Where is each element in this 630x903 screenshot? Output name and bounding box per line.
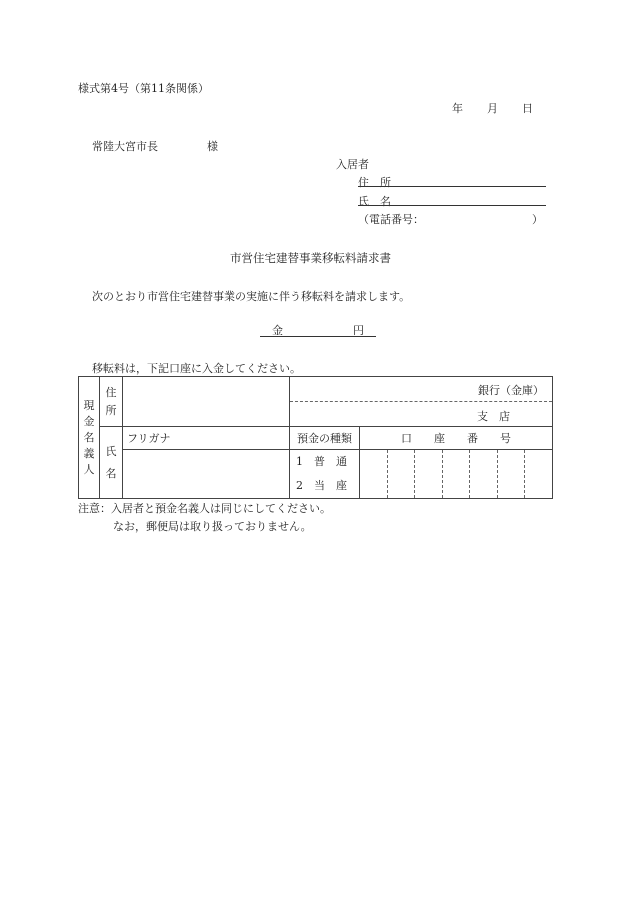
account-digit-box[interactable] xyxy=(414,450,442,498)
holder-address-input[interactable] xyxy=(123,377,290,427)
applicant-address-line[interactable] xyxy=(358,175,546,187)
deposit-option-ordinary[interactable]: 1 普 通 xyxy=(296,455,347,468)
holder-name-label-char: 名 xyxy=(105,466,117,480)
holder-name-label-char: 氏 xyxy=(105,444,117,458)
account-number-label: 口 座 番 号 xyxy=(401,432,511,445)
document-title: 市営住宅建替事業移転料請求書 xyxy=(230,251,391,265)
account-digit-box[interactable] xyxy=(387,450,415,498)
amount-underline[interactable] xyxy=(260,322,376,337)
holder-name-label-cell xyxy=(100,427,123,499)
holder-address-label-char: 住 xyxy=(105,385,117,399)
bank-branch-cell xyxy=(290,377,553,427)
account-digit-box[interactable] xyxy=(442,450,470,498)
account-digit-box[interactable] xyxy=(360,450,387,498)
deposit-type-header xyxy=(290,427,360,450)
applicant-phone-close: ） xyxy=(532,213,543,226)
form-number: 様式第4号（第11条関係） xyxy=(78,82,209,95)
deposit-option-checking[interactable]: 2 当 座 xyxy=(296,479,347,492)
amount-unit: 円 xyxy=(353,324,364,337)
applicant-name-label: 氏 名 xyxy=(358,195,391,208)
account-digit-box[interactable] xyxy=(497,450,525,498)
deposit-type-options xyxy=(290,450,360,499)
addressee-honorific: 様 xyxy=(207,140,218,153)
holder-address-label-char: 所 xyxy=(105,403,117,417)
applicant-name-line[interactable] xyxy=(358,194,546,206)
transfer-note: 移転料は，下記口座に入金してください。 xyxy=(92,362,301,375)
account-holder-label-char: 金 xyxy=(83,414,95,428)
date-day-label: 日 xyxy=(522,102,533,115)
amount-prefix: 金 xyxy=(272,324,283,337)
holder-address-label-cell xyxy=(100,377,123,427)
bank-name-label: 銀行（金庫） xyxy=(478,384,544,397)
date-month-label: 月 xyxy=(487,102,498,115)
account-digit-box[interactable] xyxy=(524,450,552,498)
holder-name-input[interactable] xyxy=(123,450,290,499)
account-holder-label-char: 人 xyxy=(83,462,95,476)
applicant-heading: 入居者 xyxy=(336,158,369,171)
applicant-phone-label: （電話番号： xyxy=(358,213,424,226)
account-number-header xyxy=(360,427,553,450)
branch-label: 支 店 xyxy=(477,410,510,423)
body-text: 次のとおり市営住宅建替事業の実施に伴う移転料を請求します。 xyxy=(92,290,411,303)
deposit-type-label: 預金の種類 xyxy=(297,432,352,445)
account-digit-box[interactable] xyxy=(469,450,497,498)
notes-line-1: 注意：入居者と預金名義人は同じにしてください。 xyxy=(78,502,331,515)
account-number-digits xyxy=(360,450,553,499)
account-holder-label-cell xyxy=(79,377,100,499)
account-holder-label-char: 義 xyxy=(83,446,95,460)
date-year-label: 年 xyxy=(452,102,463,115)
addressee-name: 常陸大宮市長 xyxy=(92,140,158,153)
account-holder-label-char: 現 xyxy=(83,398,95,412)
notes-line-2: なお，郵便局は取り扱っておりません。 xyxy=(113,520,312,533)
account-table xyxy=(78,376,553,499)
furigana-cell xyxy=(123,427,290,450)
account-holder-label-char: 名 xyxy=(83,430,95,444)
applicant-address-label: 住 所 xyxy=(358,176,391,189)
furigana-label: フリガナ xyxy=(127,432,171,445)
